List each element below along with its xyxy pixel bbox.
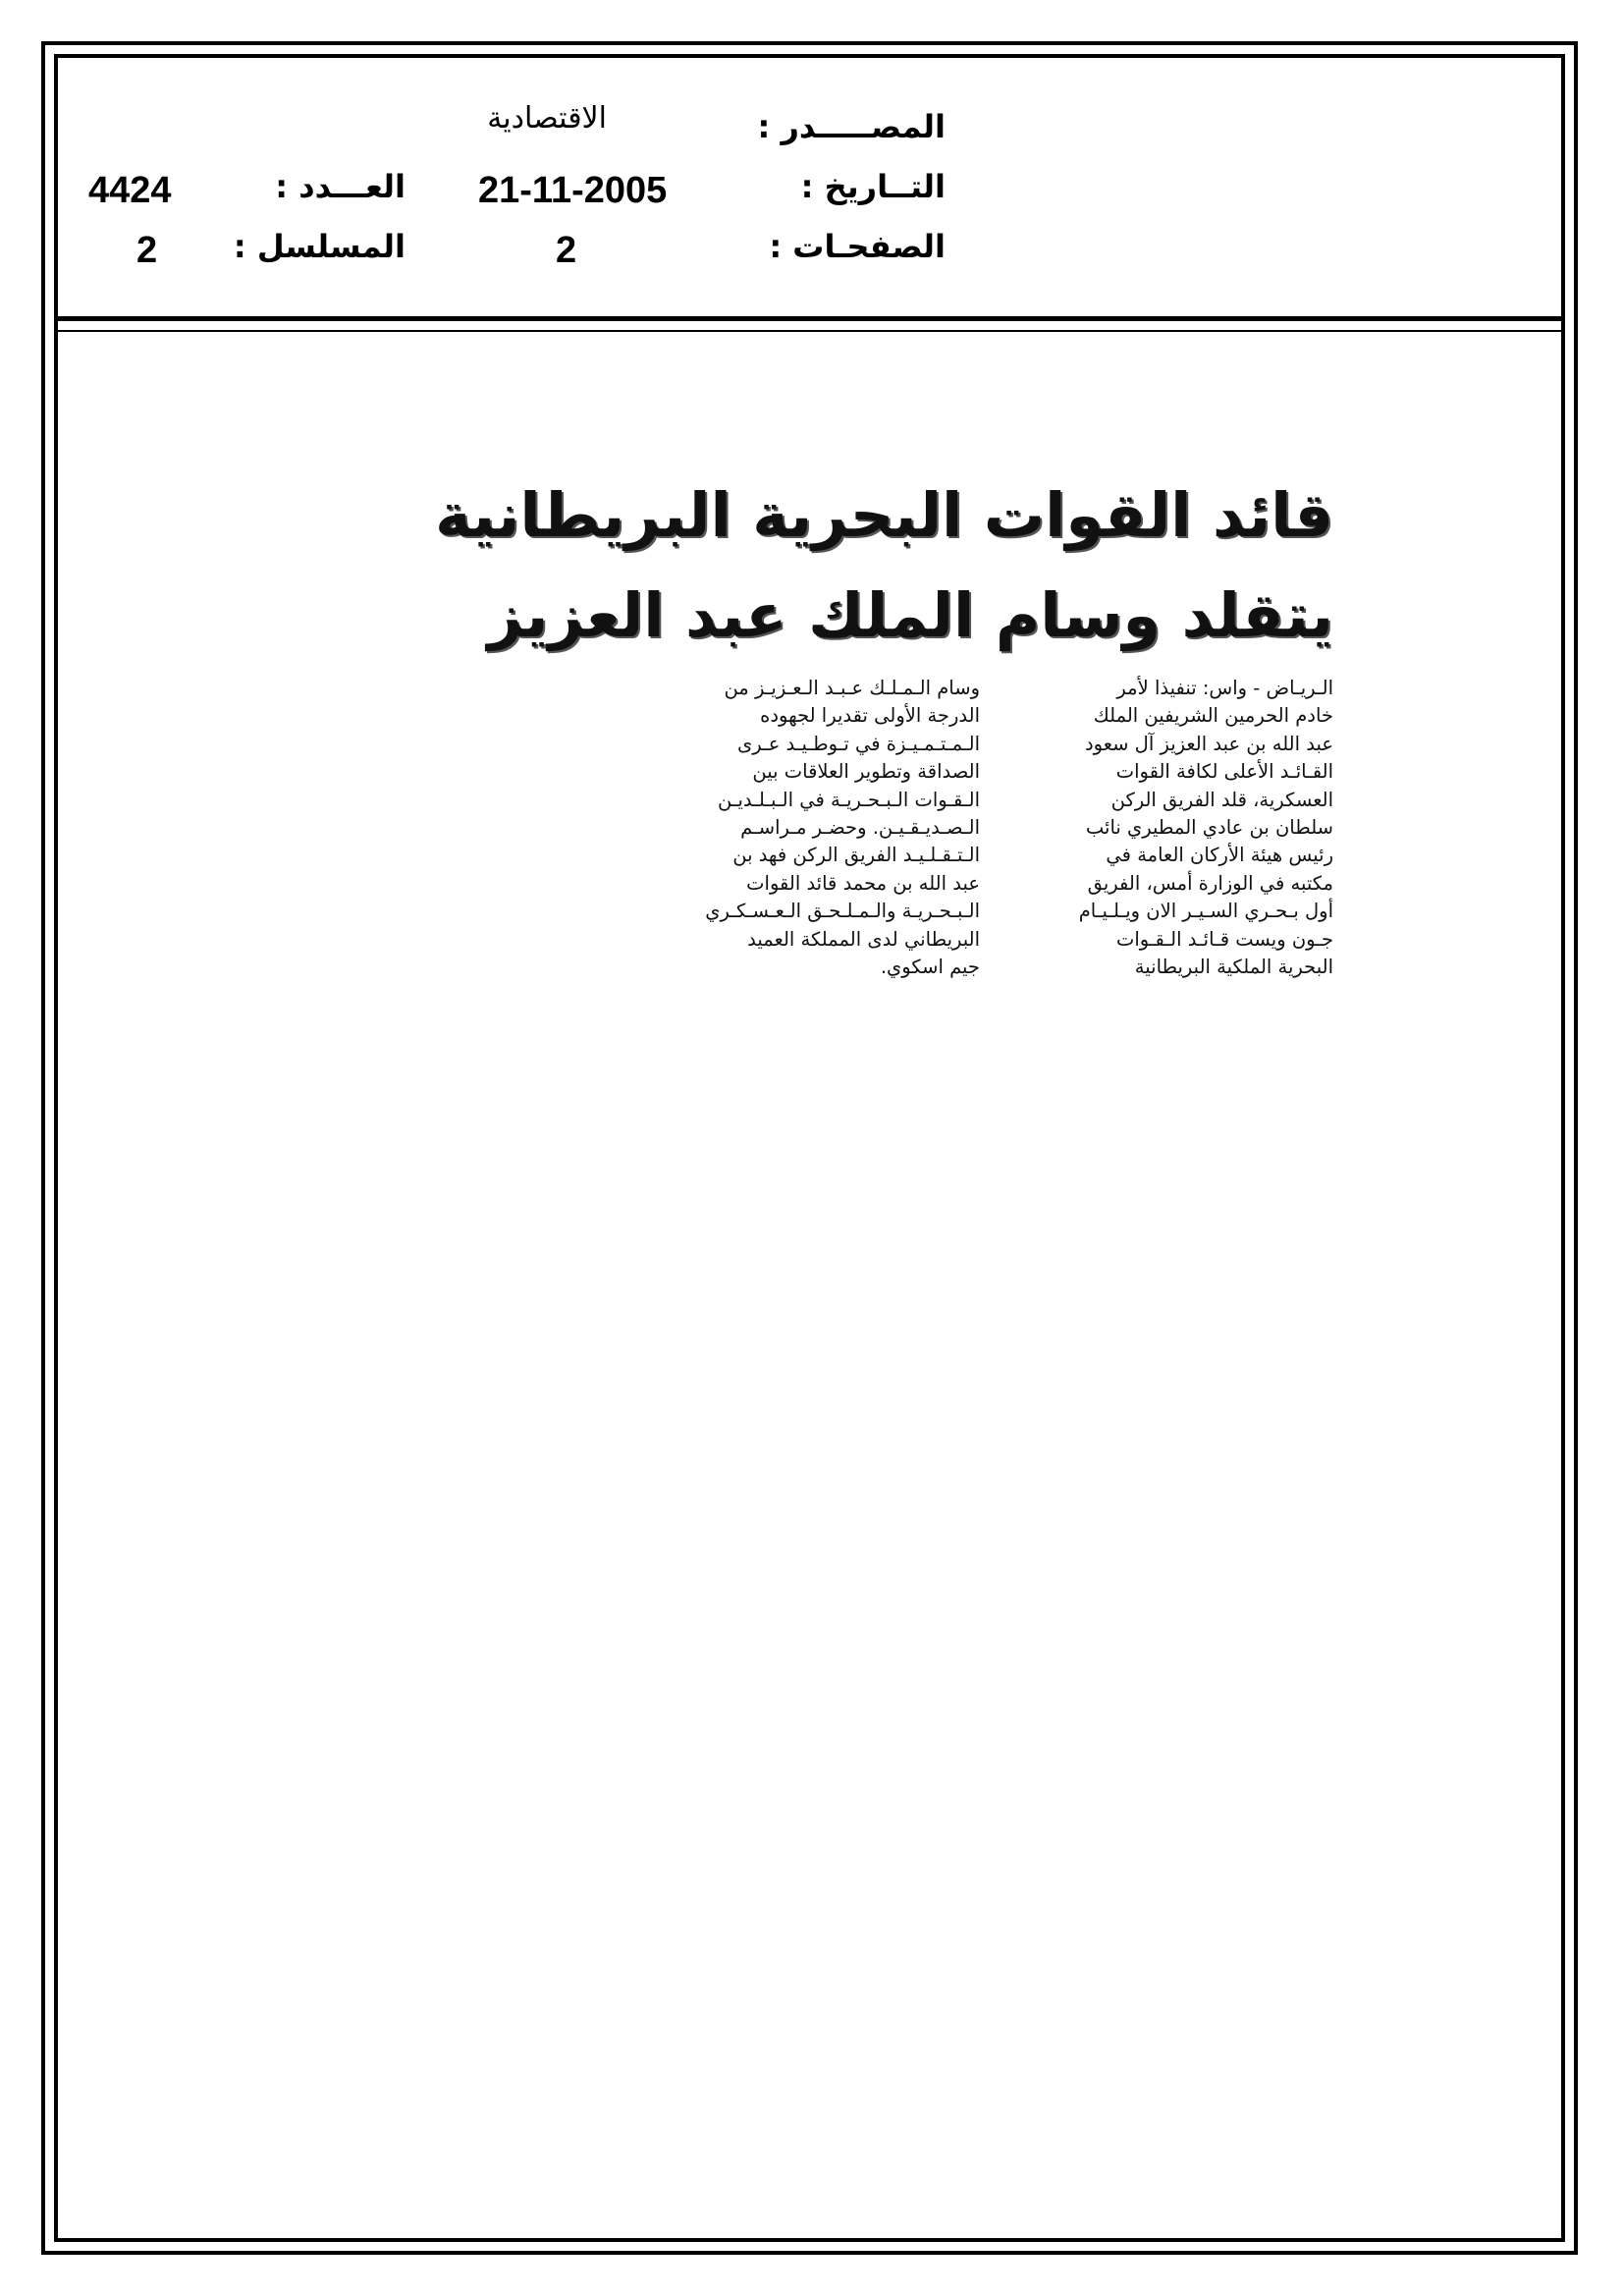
article-line: جيم اسكوي. bbox=[880, 956, 980, 979]
article-line: الـصـديـقـيـن. وحضـر مـراسـم bbox=[740, 816, 980, 840]
issue-label: العـــدد : bbox=[275, 168, 406, 205]
source-value: الاقتصادية bbox=[487, 101, 607, 136]
article-line: الـمـتـمـيـزة في تـوطـيـد عـرى bbox=[736, 732, 980, 755]
headline-line-1: قائد القوات البحرية البريطانية bbox=[435, 479, 1333, 551]
pages-label: الصفحـات : bbox=[769, 228, 946, 265]
article-line: الصداقة وتطوير العلاقات بين bbox=[752, 760, 980, 784]
article-line: وسام الـمـلـك عـبـد الـعـزيـز من bbox=[724, 677, 980, 699]
header-divider-thin bbox=[54, 330, 1565, 332]
pages-value: 2 bbox=[556, 230, 577, 271]
issue-value: 4424 bbox=[88, 170, 172, 211]
date-label: التــاريخ : bbox=[800, 168, 946, 205]
article-line: عبد الله بن عبد العزيز آل سعود bbox=[1084, 732, 1333, 755]
header-divider bbox=[54, 316, 1565, 321]
article-line: الـبـحـريـة والـمـلـحـق الـعـسـكـري bbox=[705, 900, 980, 923]
article-line: القـائـد الأعلى لكافة القوات bbox=[1115, 760, 1333, 784]
article-line: البريطاني لدى المملكة العميد bbox=[747, 927, 980, 951]
article-column-left bbox=[666, 675, 980, 981]
article-line: الـقـوات الـبـحـريـة في الـبـلـديـن bbox=[717, 788, 980, 811]
article-line: جـون ويست قـائـد الـقـوات bbox=[1116, 927, 1333, 951]
article-line: سلطان بن عادي المطيري نائب bbox=[1085, 816, 1333, 840]
article-line: الـريـاض - واس: تنفيذا لأمر bbox=[1116, 677, 1333, 699]
serial-value: 2 bbox=[136, 230, 158, 271]
article-line: العسكرية، قلد الفريق الركن bbox=[1110, 788, 1333, 811]
article-line: خادم الحرمين الشريفين الملك bbox=[1093, 704, 1333, 728]
article-line: الـتـقـلـيـد الفريق الركن فهد بن bbox=[732, 844, 980, 867]
date-value: 21-11-2005 bbox=[478, 170, 668, 211]
article-line: الدرجة الأولى تقديرا لجهوده bbox=[760, 704, 980, 728]
article-line: رئيس هيئة الأركان العامة في bbox=[1106, 844, 1333, 867]
article-line: مكتبه في الوزارة أمس، الفريق bbox=[1087, 871, 1333, 895]
article-column-right bbox=[1019, 675, 1333, 981]
article-line: البحرية الملكية البريطانية bbox=[1134, 956, 1333, 979]
page-border-inner bbox=[54, 54, 1565, 2242]
source-label: المصـــــدر : bbox=[757, 108, 946, 145]
article-line: عبد الله بن محمد قائد القوات bbox=[746, 871, 980, 895]
article-line: أول بـحـري السـيـر الان ويـلـيـام bbox=[1078, 900, 1333, 923]
serial-label: المسلسل : bbox=[233, 228, 406, 265]
headline-line-2: يتقلد وسام الملك عبد العزيز bbox=[487, 579, 1333, 651]
